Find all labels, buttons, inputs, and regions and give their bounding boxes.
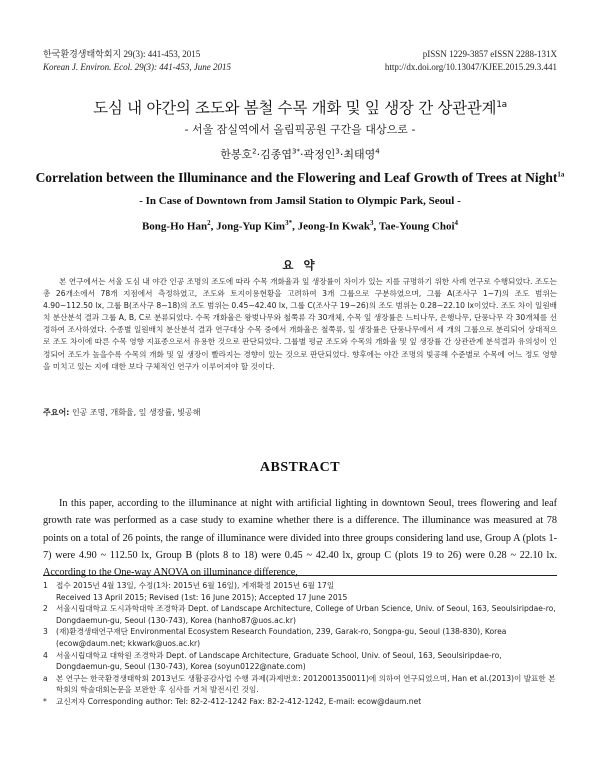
korean-title xyxy=(0,96,600,118)
author-name: 한봉호 xyxy=(220,148,253,161)
journal-name-ko: 한국환경생태학회지 29(3): 441-453, 2015 xyxy=(43,49,201,59)
footnote-item xyxy=(43,673,557,696)
english-title-text: Correlation between the Illuminance and the Flowering and Leaf Growth of Trees at Night xyxy=(35,170,558,185)
footnotes xyxy=(43,580,557,708)
footnote-divider xyxy=(43,575,557,576)
author-separator: , xyxy=(292,220,298,233)
author-separator: · xyxy=(300,148,304,161)
footnote-item xyxy=(43,696,557,708)
issn-header xyxy=(385,48,557,73)
author-affiliation-mark: 2 xyxy=(252,147,257,156)
author-separator: · xyxy=(339,148,344,161)
journal-header xyxy=(43,48,231,73)
author-name: 김종엽 xyxy=(260,148,293,161)
footnote-item xyxy=(43,603,557,626)
footnote-text: 서울시립대학교 대학원 조경학과 Dept. of Landscape Architecture, Graduate School, Univ. of Seoul, 163, Seoulsiripdae-ro, Dongdaemun-gu, Seoul (130-743), Korea (soyun0122@nate.com) xyxy=(56,650,502,672)
author-affiliation-mark: 4 xyxy=(454,219,459,227)
korean-subtitle: - 서울 잠실역에서 올림픽공원 구간을 대상으로 - xyxy=(184,123,416,136)
footnote-item xyxy=(43,626,557,649)
footnote-mark: 4 xyxy=(43,650,48,660)
korean-abstract-heading: 요 약 xyxy=(282,258,318,272)
author-affiliation-mark: 4 xyxy=(375,147,380,156)
korean-title-text: 도심 내 야간의 조도와 봄철 수목 개화 및 잎 생장 간 상관관계 xyxy=(93,99,497,117)
footnote-item xyxy=(43,580,557,603)
footnote-text: (재)환경생태연구재단 Environmental Ecosystem Research Foundation, 239, Garak-ro, Songpa-gu, Seoul (138-830), Korea (ecow@daum.net; kkwark@uos.ac.kr) xyxy=(56,627,507,648)
footnote-mark: 2 xyxy=(43,604,48,614)
footnote-mark: a xyxy=(43,673,48,683)
english-title xyxy=(0,170,600,186)
author-name: Jeong-In Kwak xyxy=(297,220,370,233)
korean-abstract-text: 본 연구에서는 서울 도심 내 야간 인공 조명의 조도에 따라 수목 개화율과 잎 생장률이 차이가 있는 지를 규명하기 위한 사례 연구로 수행되었다. 조도는 총 26개소에서 78개 지점에서 측정하였고, 조도와 토지이용현황을 고려하여 3개 그룹으로 구분하였으며, 그룹 A(조사구 1~7)의 조도 범위는 4.90~112.50 lx, 그룹 B(조사구 8~18)의 조도 범위는 0.45~42.40 lx, 그룹 C(조사구 19~26)의 조도 범위는 0.28~22.10 lx이었다. 조도 차이 일원배치 분산분석 결과 그룹 A, B, C로 분류되었다. 수목 개화율은 왕벚나무와 철쭉류 각 30개체, 수목 잎 생장률은 느티나무, 은행나무, 단풍나무 각 30개체를 선정하여 조사하였다. 수종별 일원배치 분산분석 결과 연구대상 수목 중에서 개화율은 철쭉류, 잎 생장률은 단풍나무에서 세 개의 그룹으로 분리되어 상대적으로 조도 차이에 따른 수목 영향 지표종으로서 유용한 것으로 판단되었다. 그룹별 평균 조도와 수목의 개화율 및 잎 생장률 간 상관관계 분석결과 유의성이 인정되어 조도가 높을수록 수목의 개화 및 잎 생장이 빨라지는 경향이 있는 것으로 판단되었다. 향후에는 야간 조명의 빛공해 수준별로 수목에 어느 정도 영향을 미치고 있는 지에 대한 보다 구체적인 연구가 이루어져야 할 것이다. xyxy=(43,277,558,371)
author-name: 최태영 xyxy=(343,148,376,161)
author-affiliation-mark: 3 xyxy=(335,147,340,156)
author-separator: , xyxy=(373,220,379,233)
abstract-heading: ABSTRACT xyxy=(259,460,341,475)
keywords-label: 주요어: xyxy=(43,408,70,417)
footnote-text: 서울시립대학교 도시과학대학 조경학과 Dept. of Landscape Architecture, College of Urban Science, Univ. of Seoul, 163, Seoulsiripdae-ro, Dongdaemun-gu, Seoul (130-743), Korea (hanho87@uos.ac.kr) xyxy=(56,604,556,625)
keywords xyxy=(43,407,200,418)
footnote-text: 접수 2015년 4월 13일, 수정(1차: 2015년 6월 16일), 게재확정 2015년 6월 17일 Received 13 April 2015; Revised (1st: 16 June 2015); Accepted 17 June 2015 xyxy=(56,581,348,602)
author-separator: , xyxy=(210,220,217,233)
footnote-mark: 3 xyxy=(43,627,48,637)
issn-text: pISSN 1229-3857 eISSN 2288-131X xyxy=(422,49,557,59)
korean-title-note-mark: 1a xyxy=(496,99,507,110)
footnote-mark: 1 xyxy=(43,581,48,590)
author-name: Tae-Young Choi xyxy=(378,220,455,233)
doi-link[interactable]: http://dx.doi.org/10.13047/KJEE.2015.29.3.441 xyxy=(384,61,557,72)
journal-name-en: Korean J. Environ. Ecol. 29(3): 441-453, June 2015 xyxy=(43,61,232,72)
author-affiliation-mark: 3 xyxy=(370,219,374,227)
author-name: Bong-Ho Han xyxy=(141,220,208,233)
author-affiliation-mark: 3* xyxy=(285,219,293,227)
footnote-mark: * xyxy=(43,696,47,706)
footnote-text: 교신저자 Corresponding author: Tel: 82-2-412-1242 Fax: 82-2-412-1242, E-mail: ecow@daum.net xyxy=(56,696,422,706)
english-abstract-text: In this paper, according to the illuminance at night with artificial lighting in downtown Seoul, trees flowering and leaf growth rate was performed as a case study to examine whether there is a difference. The illuminance was measured at 78 points on a total of 26 points, the range of illuminance were divided into three groups considering land use, Group A (plots 1-7) were 4.90 ~ 112.50 lx, Group B (plots 8 to 18) were 0.45 ~ 42.40 lx, group C (plots 19 to 26) were 0.28 ~ 22.10 lx. According to the One-way ANOVA on illuminance difference, xyxy=(43,498,557,579)
english-subtitle: - In Case of Downtown from Jamsil Station to Olympic Park, Seoul - xyxy=(139,195,461,207)
author-affiliation-mark: 3* xyxy=(292,147,300,156)
author-name: 곽정인 xyxy=(303,148,336,161)
author-affiliation-mark: 2 xyxy=(207,219,211,227)
footnote-text: 본 연구는 한국환경생태학회 2013년도 생활공감사업 수행 과제(과제번호: 2012001350011)에 의하여 연구되었으며, Han et al.(2013)이 발표한 본 학회의 학술대회논문을 보완한 후 심사를 거쳐 발전시킨 것임. xyxy=(56,673,556,695)
korean-authors xyxy=(0,146,600,162)
keywords-list: 인공 조명, 개화율, 잎 생장률, 빛공해 xyxy=(71,408,201,417)
author-separator: · xyxy=(256,148,261,161)
author-name: Jong-Yup Kim xyxy=(216,220,286,233)
english-authors xyxy=(0,219,600,233)
footnote-item xyxy=(43,650,557,673)
english-title-note-mark: 1a xyxy=(557,170,565,179)
